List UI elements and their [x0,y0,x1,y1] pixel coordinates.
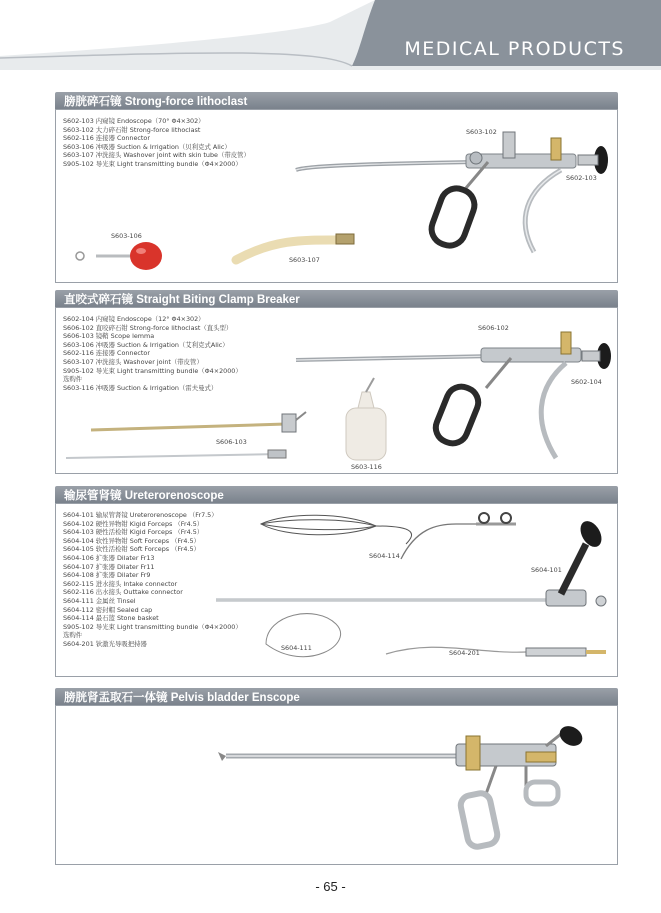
spec-item: S905-102 导光束 Light transmitting bundle（Φ4×2000） [63,366,242,375]
spec-item: S905-102 导光束 Light transmitting bundle（Φ4×2000） [63,622,242,631]
spec-item: S604-103 硬性活检钳 Kigid Forceps （Fr4.5） [63,528,204,537]
page-title: MEDICAL PRODUCTS [404,38,625,60]
spec-item: S604-106 扩张器 Dilater Fr13 [63,553,155,562]
spec-item: S604-104 软性异物钳 Soft Forceps （Fr4.5） [63,536,200,545]
section-panel-clamp-breaker [55,307,618,474]
section-header-lithoclast [55,92,618,109]
spec-item: S603-107 冲洗接头 Washover joint（带皮管） [63,357,203,366]
section-title: 膀胱肾盂取石一体镜 Pelvis bladder Enscope [64,692,300,704]
spec-item: 选购件 [63,631,83,640]
spec-item: S602-116 连接器 Connector [63,349,150,358]
spec-item: S602-103 内窥镜 Endoscope（70° Φ4×302） [63,117,205,125]
part-label: S604-101 [531,566,562,574]
spec-item: S602-115 进水接头 Intake connector [63,579,178,588]
lithoclast-illustration [56,110,618,283]
part-label: S603-116 [351,463,382,471]
spec-item: S905-102 导光束 Light transmitting bundle（Φ4×2000） [63,159,242,168]
spec-item: S602-104 内窥镜 Endoscope（12° Φ4×302） [63,315,205,323]
section-title: 直咬式碎石镜 Straight Biting Clamp Breaker [64,294,300,306]
spec-item: S604-112 密封帽 Sealed cap [63,605,153,614]
spec-item: S604-108 扩张器 Dilater Fr9 [63,571,151,580]
spec-item: S606-102 直咬碎石钳 Strong-force lithoclast（直头型） [63,323,233,332]
spec-item: S606-103 镜鞘 Scope lemma [63,332,155,341]
section-panel-lithoclast [55,109,618,283]
clamp-breaker-illustration [56,308,618,474]
spec-item: S603-106 冲吸器 Suction & Irrigation（贝利克式 Alic） [63,142,231,151]
spec-item: S604-102 硬性异物钳 Kigid Forceps （Fr4.5） [63,519,204,528]
section-header-clamp-breaker [55,290,618,307]
part-label: S604-114 [369,552,400,560]
part-label: S602-103 [566,174,597,182]
spec-item: S602-116 连接器 Connector [63,134,150,143]
spec-item: S604-105 软性活检钳 Soft Forceps （Fr4.5） [63,545,200,554]
spec-item: S604-107 扩张器 Dilater Fr11 [63,562,155,571]
section-header-ureterorenoscope [55,486,618,503]
section-panel-pelvis-enscope [55,705,618,865]
spec-item: S604-111 金属丝 Tinsel [63,596,136,605]
spec-item: S604-101 输尿管肾镜 Ureterorenoscope （Fr7.5） [63,511,218,519]
section-header-pelvis-enscope [55,688,618,705]
spec-item: 选购件 [63,375,83,384]
part-label: S603-106 [111,232,142,240]
part-label: S604-201 [449,649,480,657]
spec-item: S604-201 钬激光导吸把持器 [63,639,147,648]
section-title: 输尿管肾镜 Ureterorenoscope [64,490,224,502]
page-number: - 65 - [315,879,346,894]
pelvis-enscope-illustration [56,706,618,865]
spec-item: S603-102 大力碎石钳 Strong-force lithoclast [63,125,201,134]
spec-item: S603-106 冲吸器 Suction & Irrigation（艾利克式Alic） [63,340,229,349]
spec-item: S603-107 冲洗接头 Washover joint with skin tube（带皮管） [63,151,250,160]
part-label: S603-107 [289,256,320,264]
spec-item: S604-114 最石篮 Stone basket [63,614,159,623]
part-label: S606-103 [216,438,247,446]
part-label: S604-111 [281,644,312,652]
part-label: S606-102 [478,324,509,332]
part-label: S602-104 [571,378,602,386]
section-title: 膀胱碎石镜 Strong-force lithoclast [64,96,248,108]
ureterorenoscope-illustration [56,504,618,677]
spec-item: S602-116 出水接头 Outtake connector [63,588,183,597]
spec-item: S603-116 冲吸器 Suction & Irrigation（雷夫曼式） [63,383,218,392]
section-panel-ureterorenoscope [55,503,618,677]
part-label: S603-102 [466,128,497,136]
